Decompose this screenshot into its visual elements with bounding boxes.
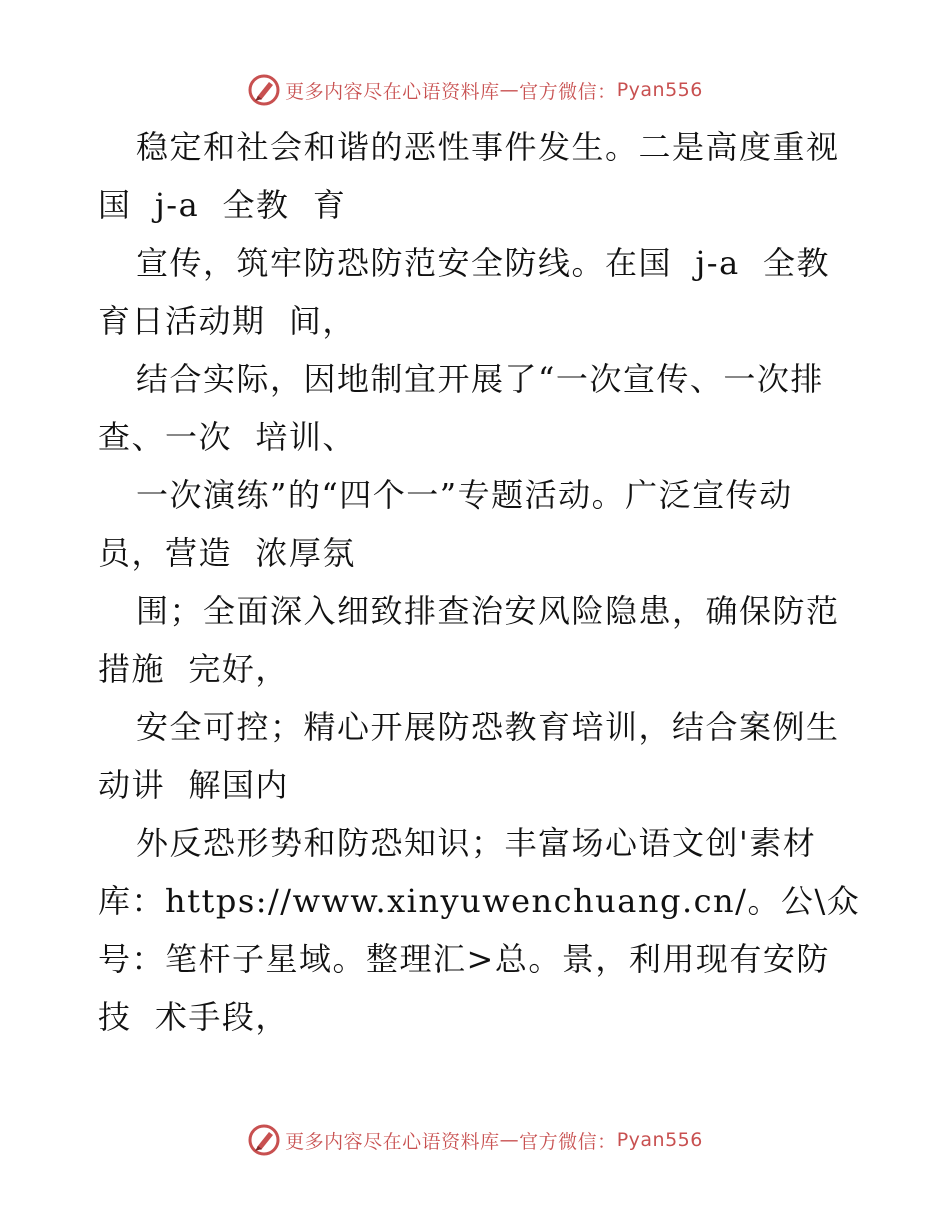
watermark-main-text: 更多内容尽在心语资料库: [285, 1130, 500, 1153]
watermark-wechat-id: Pyan556: [616, 1129, 703, 1151]
body-text-line: 稳定和社会和谐的恶性事件发生。二是高度重视: [136, 128, 840, 166]
body-text-line: 外反恐形势和防恐知识；丰富场心语文创'素材: [136, 824, 817, 862]
header-watermark: [0, 70, 950, 110]
watermark-official-label: 官方微信：: [519, 80, 617, 103]
body-text-line: 一次演练”的“四个一”专题活动。广泛宣传动: [136, 476, 793, 514]
body-text-line: 动讲 解国内: [98, 766, 289, 804]
watermark-wechat-id: Pyan556: [616, 79, 703, 101]
watermark-separator: —: [499, 1129, 520, 1151]
body-text-line: 安全可控；精心开展防恐教育培训，结合案例生: [136, 708, 840, 746]
body-text-line: 查、一次 培训、: [98, 418, 356, 456]
watermark-official-label: 官方微信：: [519, 1130, 617, 1153]
body-text-line: 技 术手段，: [98, 998, 289, 1036]
body-text-line: 围；全面深入细致排查治安风险隐患，确保防范: [136, 592, 840, 630]
watermark-separator: —: [499, 79, 520, 101]
body-text-line: 育日活动期 间，: [98, 302, 356, 340]
body-text-line: 结合实际，因地制宜开展了“一次宣传、一次排: [136, 360, 824, 398]
brush-pen-logo-icon: [247, 1123, 281, 1157]
body-text-line: 号：笔杆子星域。整理汇>总。景，利用现有安防: [98, 940, 830, 978]
footer-watermark: [0, 1120, 950, 1160]
brush-pen-logo-icon: [247, 73, 281, 107]
body-text-line: 库：https://www.xinyuwenchuang.cn/。公\众: [98, 882, 861, 920]
body-text-line: 措施 完好，: [98, 650, 289, 688]
watermark-main-text: 更多内容尽在心语资料库: [285, 80, 500, 103]
body-text-line: 员，营造 浓厚氛: [98, 534, 356, 572]
body-text-line: 宣传，筑牢防恐防范安全防线。在国 j-a 全教: [136, 244, 831, 282]
body-text-line: 国 j-a 全教 育: [98, 186, 347, 224]
